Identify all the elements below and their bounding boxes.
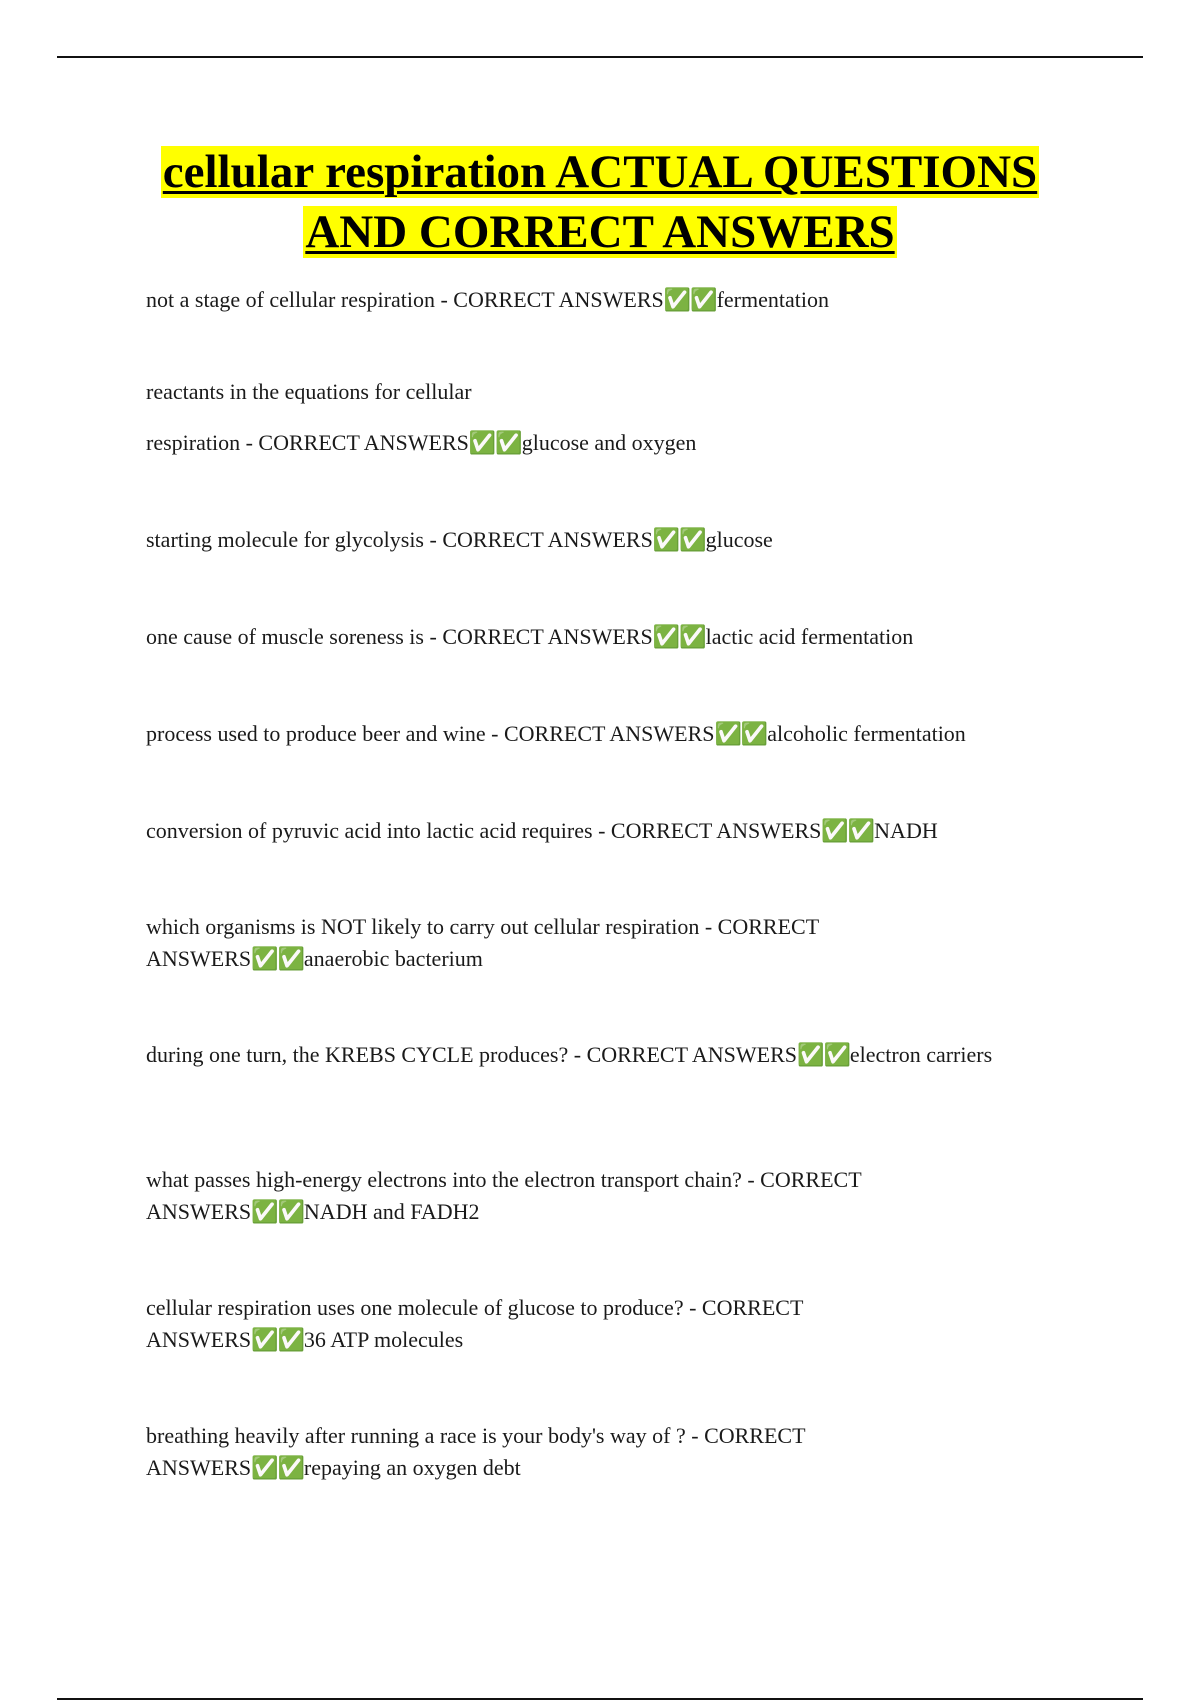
double-check-icon: ✅✅ xyxy=(821,818,875,843)
title-line-1: cellular respiration ACTUAL QUESTIONS xyxy=(162,146,1038,198)
answer-text: 36 ATP molecules xyxy=(303,1327,464,1352)
answer-label: CORRECT ANSWERS xyxy=(442,527,653,552)
answer-text: anaerobic bacterium xyxy=(303,946,483,971)
answer-text: NADH xyxy=(874,818,938,843)
qa-item-2-cont: respiration - CORRECT ANSWERS✅✅glucose and oxygen xyxy=(146,430,697,455)
question-text: process used to produce beer and wine xyxy=(146,721,486,746)
answer-text: fermentation xyxy=(716,287,829,312)
qa-item-2 xyxy=(146,376,1046,408)
answer-text: alcoholic fermentation xyxy=(767,721,966,746)
qa-item-3: starting molecule for glycolysis - CORRECT ANSWERS✅✅glucose xyxy=(146,527,773,552)
double-check-icon: ✅✅ xyxy=(251,1199,304,1224)
answer-text: lactic acid fermentation xyxy=(705,624,914,649)
header-rule xyxy=(57,56,1143,58)
double-check-icon: ✅✅ xyxy=(251,1455,304,1480)
answer-text: NADH and FADH2 xyxy=(303,1199,480,1224)
answer-label: CORRECT ANSWERS xyxy=(258,430,469,455)
answer-label: CORRECT ANSWERS xyxy=(146,1295,803,1352)
answer-text: electron carriers xyxy=(849,1042,993,1067)
double-check-icon: ✅✅ xyxy=(652,527,706,552)
double-check-icon: ✅✅ xyxy=(663,287,717,312)
qa-item-6: conversion of pyruvic acid into lactic acid requires - CORRECT ANSWERS✅✅NADH xyxy=(146,818,938,843)
qa-item-4: one cause of muscle soreness is - CORRECT ANSWERS✅✅lactic acid fermentation xyxy=(146,624,914,649)
answer-label: CORRECT ANSWERS xyxy=(586,1042,798,1067)
question-text: not a stage of cellular respiration xyxy=(146,287,435,312)
double-check-icon: ✅✅ xyxy=(797,1042,850,1067)
qa-item-8: during one turn, the KREBS CYCLE produces? - CORRECT ANSWERS✅✅electron carriers xyxy=(146,1042,993,1067)
qa-item-9: what passes high-energy electrons into the electron transport chain? - CORRECT ANSWERS✅✅NADH and FADH2 xyxy=(146,1167,862,1224)
answer-text: glucose and oxygen xyxy=(521,430,697,455)
question-text: during one turn, the KREBS CYCLE produces? xyxy=(146,1042,569,1067)
double-check-icon: ✅✅ xyxy=(251,946,304,971)
document-title xyxy=(140,142,1060,262)
question-text: starting molecule for glycolysis xyxy=(146,527,424,552)
question-text: one cause of muscle soreness is xyxy=(146,624,424,649)
question-text: what passes high-energy electrons into the electron transport chain? xyxy=(146,1167,742,1192)
answer-label: CORRECT ANSWERS xyxy=(146,1423,806,1480)
question-text: breathing heavily after running a race is your body's way of ? xyxy=(146,1423,686,1448)
answer-label: CORRECT ANSWERS xyxy=(504,721,715,746)
answer-label: CORRECT ANSWERS xyxy=(146,1167,862,1224)
answer-label: CORRECT ANSWERS xyxy=(146,914,819,971)
page-title xyxy=(140,142,1060,262)
title-line-2: AND CORRECT ANSWERS xyxy=(305,206,895,258)
question-text: cellular respiration uses one molecule of glucose to produce? xyxy=(146,1295,684,1320)
double-check-icon: ✅✅ xyxy=(714,721,768,746)
question-text: reactants in the equations for cellular xyxy=(146,379,472,404)
answer-label: CORRECT ANSWERS xyxy=(453,287,664,312)
qa-item-1: not a stage of cellular respiration - CORRECT ANSWERS✅✅fermentation xyxy=(146,287,829,312)
double-check-icon: ✅✅ xyxy=(251,1327,304,1352)
qa-item-5: process used to produce beer and wine - CORRECT ANSWERS✅✅alcoholic fermentation xyxy=(146,721,966,746)
question-text-cont: respiration xyxy=(146,430,241,455)
answer-label: CORRECT ANSWERS xyxy=(442,624,653,649)
qa-item-7: which organisms is NOT likely to carry out cellular respiration - CORRECT ANSWERS✅✅anaerobic bacterium xyxy=(146,914,819,971)
question-text: conversion of pyruvic acid into lactic acid requires xyxy=(146,818,593,843)
answer-text: glucose xyxy=(705,527,773,552)
question-text: which organisms is NOT likely to carry out cellular respiration xyxy=(146,914,700,939)
qa-item-11: breathing heavily after running a race is your body's way of ? - CORRECT ANSWERS✅✅repaying an oxygen debt xyxy=(146,1423,806,1480)
qa-item-10: cellular respiration uses one molecule of glucose to produce? - CORRECT ANSWERS✅✅36 ATP molecules xyxy=(146,1295,803,1352)
answer-label: CORRECT ANSWERS xyxy=(610,818,822,843)
answer-text: repaying an oxygen debt xyxy=(303,1455,521,1480)
double-check-icon: ✅✅ xyxy=(468,430,522,455)
double-check-icon: ✅✅ xyxy=(652,624,706,649)
